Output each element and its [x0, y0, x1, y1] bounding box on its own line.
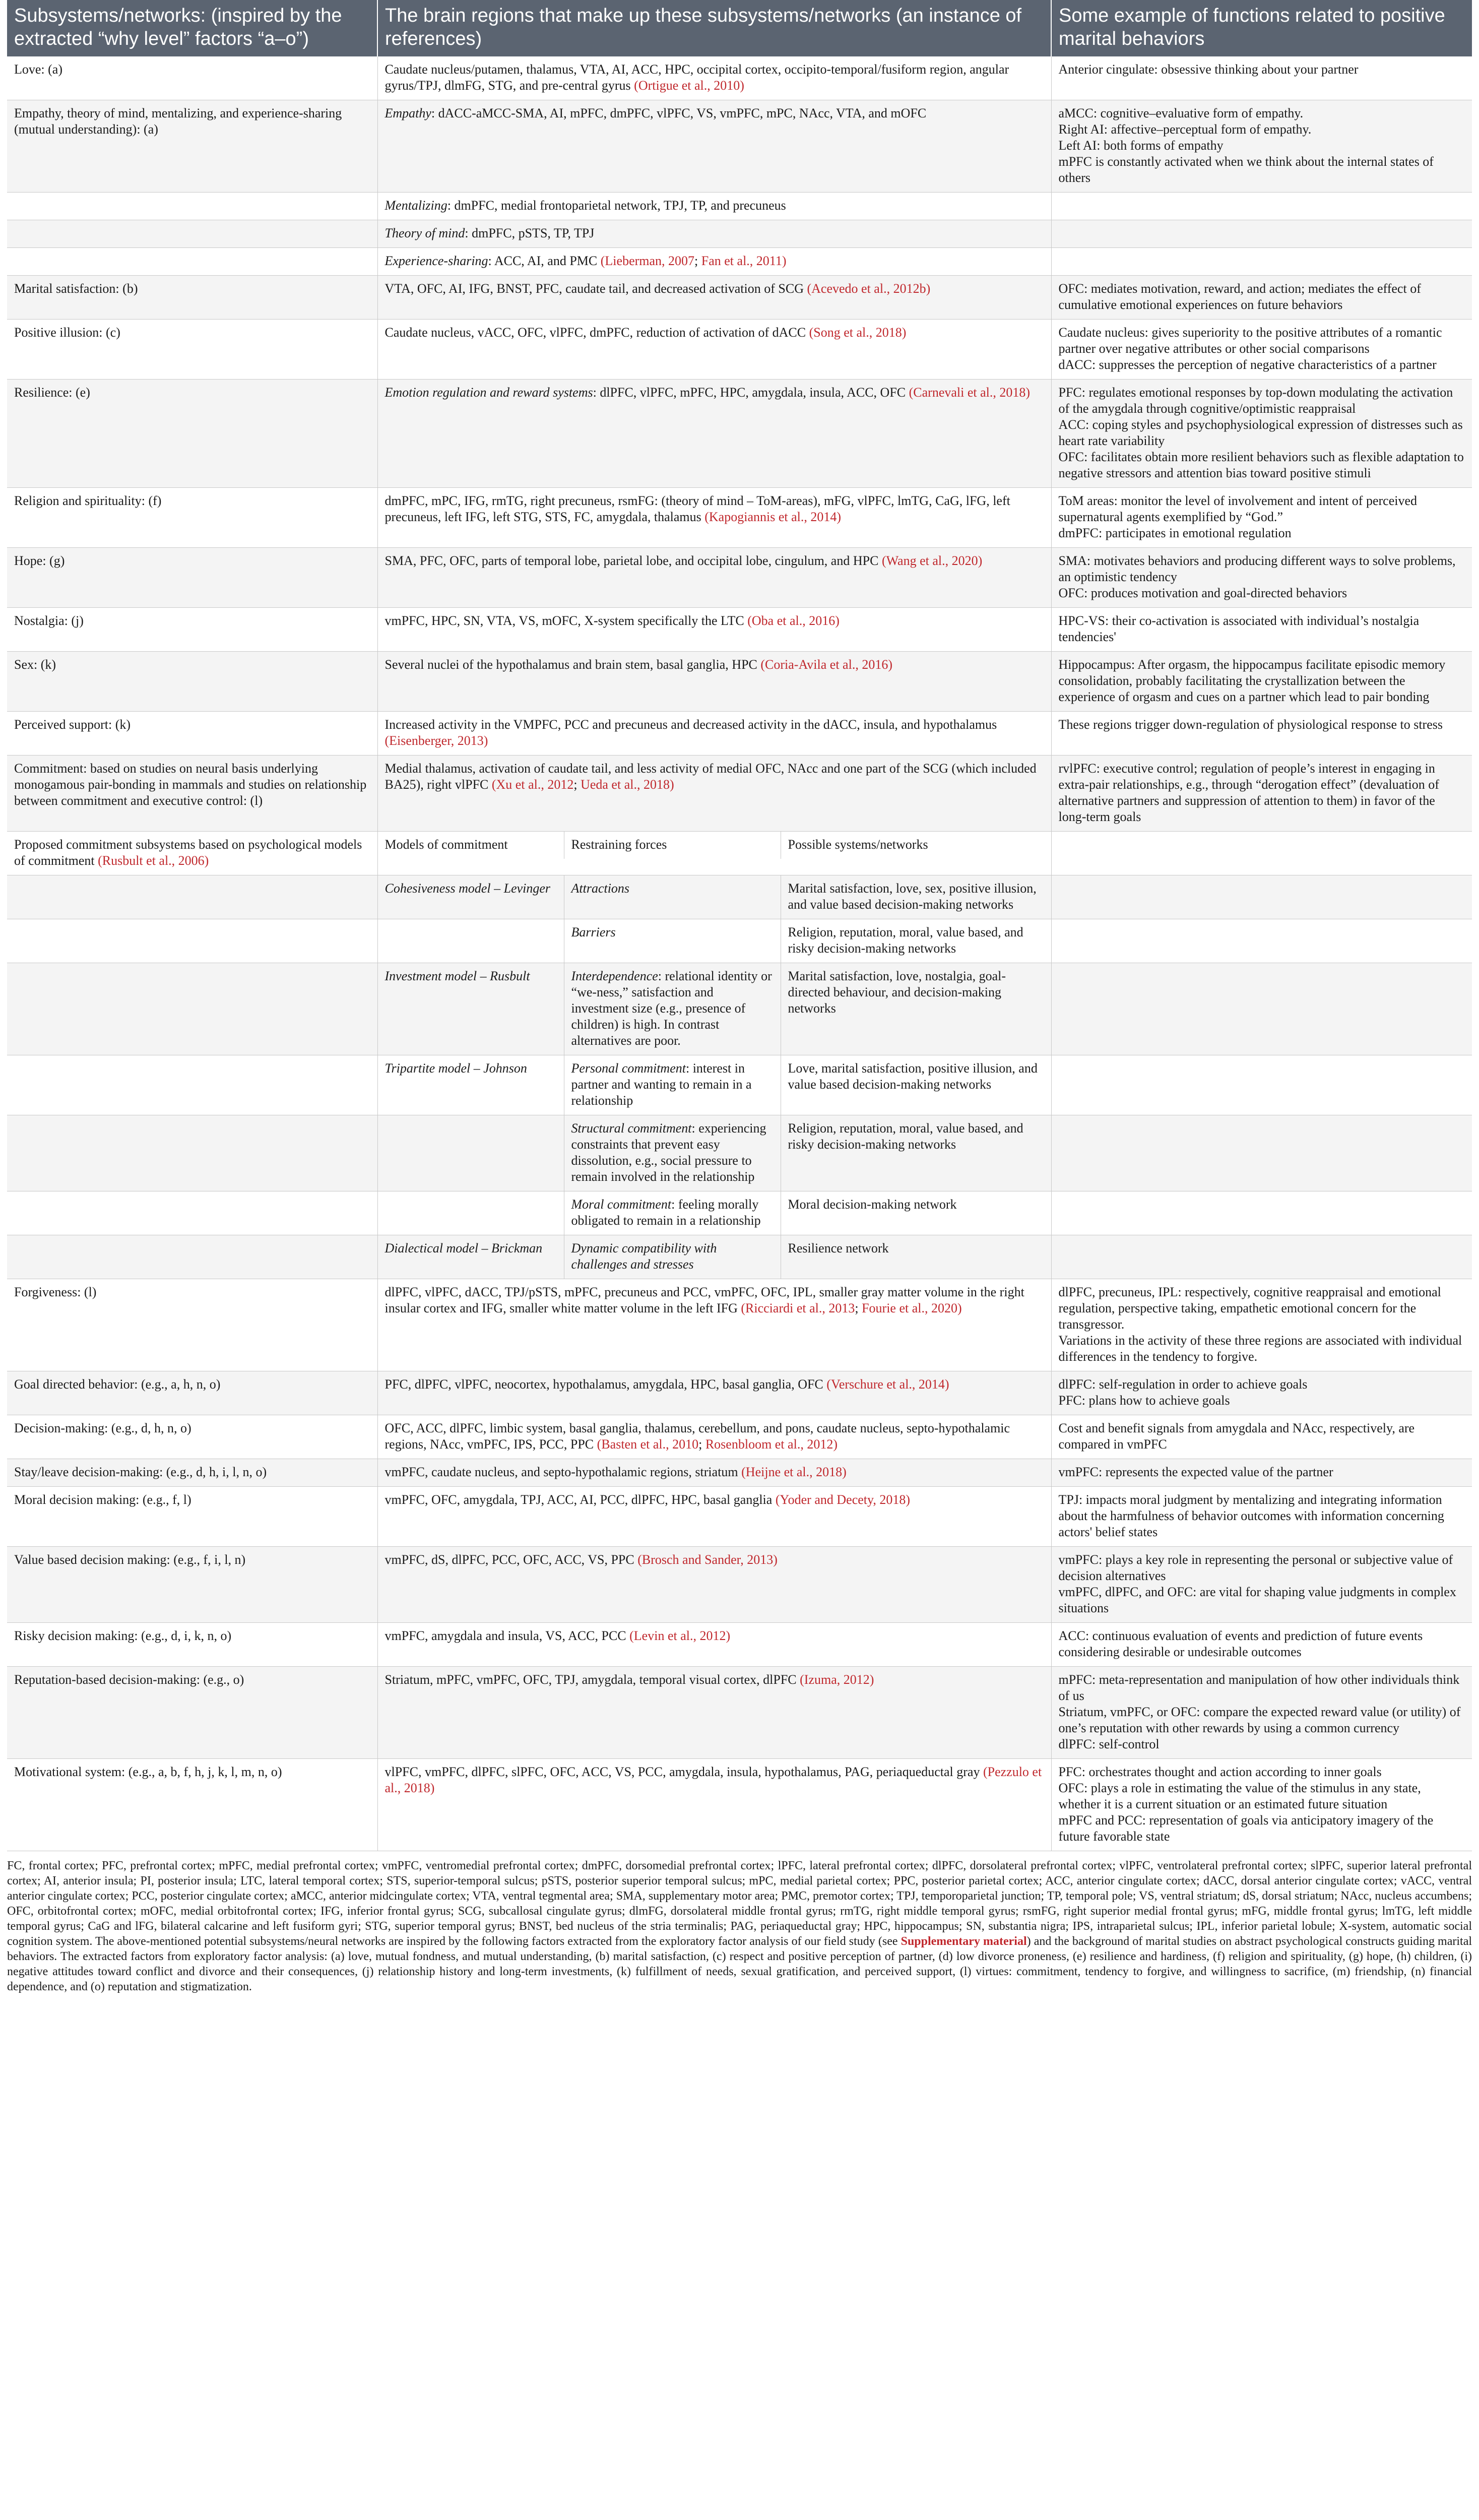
row-name: Resilience: (e) — [7, 380, 377, 488]
row-regions: Theory of mind: dmPFC, pSTS, TP, TPJ — [377, 220, 1051, 248]
header-functions: Some example of functions related to positive marital behaviors — [1051, 0, 1472, 56]
row-regions: Increased activity in the VMPFC, PCC and precuneus and decreased activity in the dACC, insula, and hypothalamus (Eisenberger, 2013) — [377, 712, 1051, 755]
table-row — [7, 712, 1472, 755]
model-name: Cohesiveness model – Levinger — [378, 875, 564, 919]
reference-link[interactable]: (Brosch and Sander, 2013) — [637, 1552, 778, 1567]
row-name: Reputation-based decision-making: (e.g., o) — [7, 1667, 377, 1759]
row-functions: dlPFC, precuneus, IPL: respectively, cognitive reappraisal and emotional regulation, perspective taking, empathetic emotional concern for the transgressor. Variations in the activity of these three regions are associated with individual differences in the tendency to forgive. — [1051, 1279, 1472, 1371]
table-row — [7, 100, 1472, 193]
row-name: Religion and spirituality: (f) — [7, 488, 377, 548]
table-row — [7, 193, 1472, 220]
row-functions: Hippocampus: After orgasm, the hippocampus facilitate episodic memory consolidation, probably facilitating the crystallization between the experience of orgasm and cues on a partner which lead to pair bonding — [1051, 652, 1472, 712]
supplementary-material-link[interactable]: Supplementary material — [901, 1935, 1027, 1948]
possible-networks: Religion, reputation, moral, value based, and risky decision-making networks — [788, 1121, 1023, 1152]
table-row — [7, 1115, 1472, 1191]
table-row — [7, 1667, 1472, 1759]
header-brain-regions: The brain regions that make up these subsystems/networks (an instance of references) — [377, 0, 1051, 56]
row-regions: SMA, PFC, OFC, parts of temporal lobe, parietal lobe, and occipital lobe, cingulum, and HPC (Wang et al., 2020) — [377, 548, 1051, 608]
row-name: Positive illusion: (c) — [7, 320, 377, 380]
model-name: Tripartite model – Johnson — [378, 1055, 564, 1115]
possible-networks: Marital satisfaction, love, sex, positive illusion, and value based decision-making networks — [788, 881, 1037, 912]
row-functions: vmPFC: plays a key role in representing the personal or subjective value of decision alternatives vmPFC, dlPFC, and OFC: are vital for shaping value judgments in complex situations — [1051, 1547, 1472, 1623]
restraining-force: Barriers — [564, 919, 781, 963]
table-row — [7, 1759, 1472, 1851]
table-row — [7, 488, 1472, 548]
possible-networks: Religion, reputation, moral, value based, and risky decision-making networks — [788, 925, 1023, 956]
table-row — [7, 963, 1472, 1055]
row-regions: vmPFC, dS, dlPFC, PCC, OFC, ACC, VS, PPC (Brosch and Sander, 2013) — [377, 1547, 1051, 1623]
reference-link[interactable]: (Eisenberger, 2013) — [384, 733, 488, 748]
reference-link[interactable]: (Basten et al., 2010 — [597, 1437, 699, 1452]
row-name: Goal directed behavior: (e.g., a, h, n, o) — [7, 1371, 377, 1415]
reference-link[interactable]: Fan et al., 2011) — [701, 254, 787, 268]
row-regions: OFC, ACC, dlPFC, limbic system, basal ganglia, thalamus, cerebellum, and pons, caudate nucleus, septo-hypothalamic regions, NAcc, vmPFC, IPS, PCC, PPC (Basten et al., 2010; Rosenbloom et al., 2012) — [377, 1415, 1051, 1459]
row-regions: PFC, dlPFC, vlPFC, neocortex, hypothalamus, amygdala, HPC, basal ganglia, OFC (Verschure et al., 2014) — [377, 1371, 1051, 1415]
row-functions: vmPFC: represents the expected value of the partner — [1051, 1459, 1472, 1487]
possible-networks: Love, marital satisfaction, positive illusion, and value based decision-making networks — [788, 1061, 1038, 1092]
model-name: Dialectical model – Brickman — [378, 1235, 564, 1279]
reference-link[interactable]: (Levin et al., 2012) — [629, 1628, 731, 1643]
row-functions: PFC: orchestrates thought and action according to inner goals OFC: plays a role in estimating the value of the stimulus in any state, whether it is a current situation or an estimated future situation mPFC and PCC: representation of goals via anticipatory imagery of the future favorable state — [1051, 1759, 1472, 1851]
row-name: Proposed commitment subsystems based on psychological models of commitment (Rusbult et al., 2006) — [7, 832, 377, 875]
reference-link[interactable]: (Xu et al., 2012 — [491, 777, 574, 792]
table-row — [7, 56, 1472, 100]
table-row — [7, 1055, 1472, 1115]
row-name: Commitment: based on studies on neural basis underlying monogamous pair-bonding in mammals and studies on relationship between commitment and executive control: (l) — [7, 755, 377, 832]
row-name: Empathy, theory of mind, mentalizing, and experience-sharing (mutual understanding): (a) — [7, 100, 377, 193]
table-row — [7, 608, 1472, 652]
reference-link[interactable]: (Carnevali et al., 2018) — [909, 385, 1031, 400]
reference-link[interactable]: (Song et al., 2018) — [809, 325, 907, 340]
reference-link[interactable]: Rosenbloom et al., 2012) — [705, 1437, 838, 1452]
subheader-models: Models of commitment — [378, 832, 564, 859]
possible-networks: Resilience network — [788, 1241, 889, 1255]
row-regions: Caudate nucleus/putamen, thalamus, VTA, AI, ACC, HPC, occipital cortex, occipito-temporal/fusiform region, angular gyrus/TPJ, dlmFG, STG, and pre-central gyrus (Ortigue et al., 2010) — [377, 56, 1051, 100]
table-row — [7, 248, 1472, 276]
table-row — [7, 548, 1472, 608]
row-functions: HPC-VS: their co-activation is associated with individual’s nostalgia tendencies' — [1051, 608, 1472, 652]
header-subsystems: Subsystems/networks: (inspired by the extracted “why level” factors “a–o”) — [7, 0, 377, 56]
row-regions: VTA, OFC, AI, IFG, BNST, PFC, caudate tail, and decreased activation of SCG (Acevedo et al., 2012b) — [377, 276, 1051, 320]
row-name: Decision-making: (e.g., d, h, n, o) — [7, 1415, 377, 1459]
table-row — [7, 919, 1472, 963]
reference-link[interactable]: (Coria-Avila et al., 2016) — [760, 657, 892, 672]
row-functions: Caudate nucleus: gives superiority to the positive attributes of a romantic partner over negative attributes or other social comparisons dACC: suppresses the perception of negative characteristics of a partner — [1051, 320, 1472, 380]
table-row — [7, 1623, 1472, 1667]
restraining-force: Dynamic compatibility with challenges and stresses — [564, 1235, 781, 1279]
row-functions: OFC: mediates motivation, reward, and action; mediates the effect of cumulative emotional experiences on future behaviors — [1051, 276, 1472, 320]
table-row — [7, 380, 1472, 488]
row-regions: dlPFC, vlPFC, dACC, TPJ/pSTS, mPFC, precuneus and PCC, vmPFC, OFC, IPL, smaller gray matter volume in the right insular cortex and IFG, smaller white matter volume in the left IFG (Ricciardi et al., 2013; Fourie et al., 2020) — [377, 1279, 1051, 1371]
table-row — [7, 832, 1472, 875]
table-row — [7, 1487, 1472, 1547]
row-name: Stay/leave decision-making: (e.g., d, h, i, l, n, o) — [7, 1459, 377, 1487]
row-functions: aMCC: cognitive–evaluative form of empathy. Right AI: affective–perceptual form of empathy. Left AI: both forms of empathy mPFC is constantly activated when we think about the internal states of others — [1051, 100, 1472, 193]
table-row — [7, 1235, 1472, 1279]
row-regions: Mentalizing: dmPFC, medial frontoparietal network, TPJ, TP, and precuneus — [377, 193, 1051, 220]
reference-link[interactable]: (Verschure et al., 2014) — [826, 1377, 949, 1392]
restraining-force: Moral commitment: feeling morally obligated to remain in a relationship — [564, 1191, 781, 1235]
possible-networks: Moral decision-making network — [788, 1197, 957, 1212]
restraining-force: Personal commitment: interest in partner and wanting to remain in a relationship — [564, 1055, 781, 1115]
possible-networks: Marital satisfaction, love, nostalgia, goal-directed behaviour, and decision-making networks — [788, 969, 1006, 1016]
row-functions: These regions trigger down-regulation of physiological response to stress — [1051, 712, 1472, 755]
table-row — [7, 1371, 1472, 1415]
row-functions: ACC: continuous evaluation of events and prediction of future events considering desirable or undesirable outcomes — [1051, 1623, 1472, 1667]
restraining-force: Attractions — [564, 875, 781, 919]
reference-link[interactable]: (Heijne et al., 2018) — [741, 1465, 847, 1479]
reference-link[interactable]: (Wang et al., 2020) — [881, 553, 983, 568]
table-row — [7, 1279, 1472, 1371]
reference-link[interactable]: (Rusbult et al., 2006) — [98, 853, 209, 868]
reference-link[interactable]: (Pezzulo et al., 2018) — [384, 1765, 1042, 1795]
table-row — [7, 1459, 1472, 1487]
subheader-networks: Possible systems/networks — [788, 837, 928, 852]
reference-link[interactable]: Ueda et al., 2018) — [581, 777, 674, 792]
reference-link[interactable]: (Yoder and Decety, 2018) — [775, 1492, 910, 1507]
row-functions: dlPFC: self-regulation in order to achieve goals PFC: plans how to achieve goals — [1051, 1371, 1472, 1415]
reference-link[interactable]: (Kapogiannis et al., 2014) — [704, 510, 842, 524]
row-regions: dmPFC, mPC, IFG, rmTG, right precuneus, rsmFG: (theory of mind – ToM-areas), mFG, vlPFC, lmTG, CaG, lFG, left precuneus, left IFG, left STG, STS, FC, amygdala, thalamus (Kapogiannis et al., 2014) — [377, 488, 1051, 548]
table-row — [7, 1415, 1472, 1459]
table-row — [7, 276, 1472, 320]
restraining-force: Interdependence: relational identity or “we-ness,” satisfaction and investment size (e.g., presence of children) is high. In contrast alternatives are poor. — [564, 963, 781, 1055]
row-regions: Several nuclei of the hypothalamus and brain stem, basal ganglia, HPC (Coria-Avila et al., 2016) — [377, 652, 1051, 712]
row-regions: vmPFC, HPC, SN, VTA, VS, mOFC, X-system specifically the LTC (Oba et al., 2016) — [377, 608, 1051, 652]
row-regions: vmPFC, OFC, amygdala, TPJ, ACC, AI, PCC, dlPFC, HPC, basal ganglia (Yoder and Decety, 2018) — [377, 1487, 1051, 1547]
reference-link[interactable]: (Ricciardi et al., 2013 — [741, 1301, 855, 1315]
table-row — [7, 1191, 1472, 1235]
row-name: Moral decision making: (e.g., f, l) — [7, 1487, 377, 1547]
row-name: Marital satisfaction: (b) — [7, 276, 377, 320]
row-name: Hope: (g) — [7, 548, 377, 608]
row-regions: vmPFC, caudate nucleus, and septo-hypothalamic regions, striatum (Heijne et al., 2018) — [377, 1459, 1051, 1487]
table-header-row — [7, 0, 1472, 56]
row-name: Nostalgia: (j) — [7, 608, 377, 652]
reference-link[interactable]: (Ortigue et al., 2010) — [634, 78, 744, 93]
row-name: Risky decision making: (e.g., d, i, k, n, o) — [7, 1623, 377, 1667]
row-regions: vlPFC, vmPFC, dlPFC, slPFC, OFC, ACC, VS, PCC, amygdala, insula, hypothalamus, PAG, periaqueductal gray (Pezzulo et al., 2018) — [377, 1759, 1051, 1851]
reference-link[interactable]: (Oba et al., 2016) — [747, 613, 840, 628]
row-name: Love: (a) — [7, 56, 377, 100]
table-row — [7, 220, 1472, 248]
row-name: Sex: (k) — [7, 652, 377, 712]
subsystems-table — [7, 0, 1472, 1851]
row-regions: Experience-sharing: ACC, AI, and PMC (Lieberman, 2007; Fan et al., 2011) — [377, 248, 1051, 276]
row-functions: TPJ: impacts moral judgment by mentalizing and integrating information about the harmfulness of behavior outcomes with information concerning actors' belief states — [1051, 1487, 1472, 1547]
table-row — [7, 652, 1472, 712]
restraining-force: Structural commitment: experiencing constraints that prevent easy dissolution, e.g., social pressure to remain involved in the relationship — [564, 1115, 781, 1191]
row-name: Value based decision making: (e.g., f, i, l, n) — [7, 1547, 377, 1623]
subheader-forces: Restraining forces — [564, 832, 781, 859]
commitment-models-table — [377, 832, 1051, 875]
row-regions: Empathy: dACC-aMCC-SMA, AI, mPFC, dmPFC, vlPFC, VS, vmPFC, mPC, NAcc, VTA, and mOFC — [377, 100, 1051, 193]
reference-link[interactable]: (Lieberman, 2007 — [600, 254, 695, 268]
row-regions: Medial thalamus, activation of caudate tail, and less activity of medial OFC, NAcc and one part of the SCG (which included BA25), right vlPFC (Xu et al., 2012; Ueda et al., 2018) — [377, 755, 1051, 832]
row-name: Forgiveness: (l) — [7, 1279, 377, 1371]
row-regions: Striatum, mPFC, vmPFC, OFC, TPJ, amygdala, temporal visual cortex, dlPFC (Izuma, 2012) — [377, 1667, 1051, 1759]
row-name: Perceived support: (k) — [7, 712, 377, 755]
table-footnote: FC, frontal cortex; PFC, prefrontal cortex; mPFC, medial prefrontal cortex; vmPFC, ventromedial prefrontal cortex; dmPFC, dorsomedial prefrontal cortex; lPFC, lateral prefrontal cortex; dlPFC, dorsolateral prefrontal cortex; vlPFC, ventrolateral prefrontal cortex; slPFC, superior lateral prefrontal cortex; AI, anterior insula; PI, posterior insula; LTC, lateral temporal cortex; STS, superior-temporal sulcus; pSTS, posterior superior temporal sulcus; mPC, medial parietal cortex; PPC, posterior parietal cortex; ACC, anterior cingulate cortex; dACC, dorsal anterior cingulate cortex; vACC, ventral anterior cingulate cortex; PCC, posterior cingulate cortex; aMCC, anterior midcingulate cortex; VTA, ventral tegmental area; SMA, supplementary motor area; PMC, premotor cortex; TPJ, temporoparietal junction; TP, temporal pole; VS, ventral striatum; dS, dorsal striatum; NAcc, nucleus accumbens; OFC, orbitofrontal cortex; mOFC, medial orbitofrontal cortex; IFG, inferior frontal gyrus; SCG, subcallosal cingulate gyrus; dlmFG, dorsolateral middle frontal gyrus; rmTG, right middle temporal gyrus; rsmFG, right superior medial frontal gyrus; mFG, middle frontal gyrus; lmTG, left middle temporal gyrus; CaG and lFG, bilateral calcarine and left fusiform gyri; STG, superior temporal gyrus; BNST, bed nucleus of the stria terminalis; PAG, periaqueductal gray; HPC, hippocampus; SN, substantia nigra; IPS, intraparietal sulcus; IPL, inferior parietal lobule; X-system, automatic social cognition system. The above-mentioned potential subsystems/neural networks are inspired by the following factors extracted from the exploratory factor analysis of our field study (see Supplementary material) and the background of marital studies on abstract psychological constructs guiding marital behaviors. The extracted factors from exploratory factor analysis: (a) love, mutual fondness, and mutual understanding, (b) marital satisfaction, (c) respect and positive perception of partner, (d) low divorce proneness, (e) resilience and hardiness, (f) religion and spirituality, (g) hope, (h) children, (i) negative attitudes toward conflict and divorce and their consequences, (j) relationship history and long-term investments, (k) fulfillment of needs, sexual gratification, and perceived support, (l) virtues: commitment, tendency to forgive, and willingness to sacrifice, (m) friendship, (n) financial dependence, and (o) reputation and stigmatization. — [7, 1859, 1472, 1993]
row-functions: ToM areas: monitor the level of involvement and intent of perceived supernatural agents exemplified by “God.” dmPFC: participates in emotional regulation — [1051, 488, 1472, 548]
row-functions: mPFC: meta-representation and manipulation of how other individuals think of us Striatum, vmPFC, or OFC: compare the expected reward value (or utility) of one’s reputation with other rewards by using a common currency dlPFC: self-control — [1051, 1667, 1472, 1759]
reference-link[interactable]: Fourie et al., 2020) — [862, 1301, 962, 1315]
reference-link[interactable]: (Acevedo et al., 2012b) — [807, 281, 931, 296]
row-functions: Cost and benefit signals from amygdala and NAcc, respectively, are compared in vmPFC — [1051, 1415, 1472, 1459]
model-name: Investment model – Rusbult — [378, 963, 564, 1055]
table-row — [7, 875, 1472, 919]
row-functions: SMA: motivates behaviors and producing different ways to solve problems, an optimistic tendency OFC: produces motivation and goal-directed behaviors — [1051, 548, 1472, 608]
row-name: Motivational system: (e.g., a, b, f, h, j, k, l, m, n, o) — [7, 1759, 377, 1851]
row-regions: vmPFC, amygdala and insula, VS, ACC, PCC (Levin et al., 2012) — [377, 1623, 1051, 1667]
table-row — [7, 1547, 1472, 1623]
table-row — [7, 755, 1472, 832]
row-regions: Emotion regulation and reward systems: dlPFC, vlPFC, mPFC, HPC, amygdala, insula, ACC, OFC (Carnevali et al., 2018) — [377, 380, 1051, 488]
reference-link[interactable]: (Izuma, 2012) — [800, 1672, 874, 1687]
row-functions: Anterior cingulate: obsessive thinking about your partner — [1051, 56, 1472, 100]
row-functions: PFC: regulates emotional responses by top-down modulating the activation of the amygdala through cognitive/optimistic reappraisal ACC: coping styles and psychophysiological expression of distresses such as heart rate variability OFC: facilitates obtain more resilient behaviors such as flexible adaptation to negative stressors and attention bias toward positive stimuli — [1051, 380, 1472, 488]
table-row — [7, 320, 1472, 380]
row-regions: Caudate nucleus, vACC, OFC, vlPFC, dmPFC, reduction of activation of dACC (Song et al., 2018) — [377, 320, 1051, 380]
row-functions: rvlPFC: executive control; regulation of people’s interest in engaging in extra-pair relationships, e.g., through “derogation effect” (devaluation of alternative partners and suppression of attention to them) in favor of the long-term goals — [1051, 755, 1472, 832]
